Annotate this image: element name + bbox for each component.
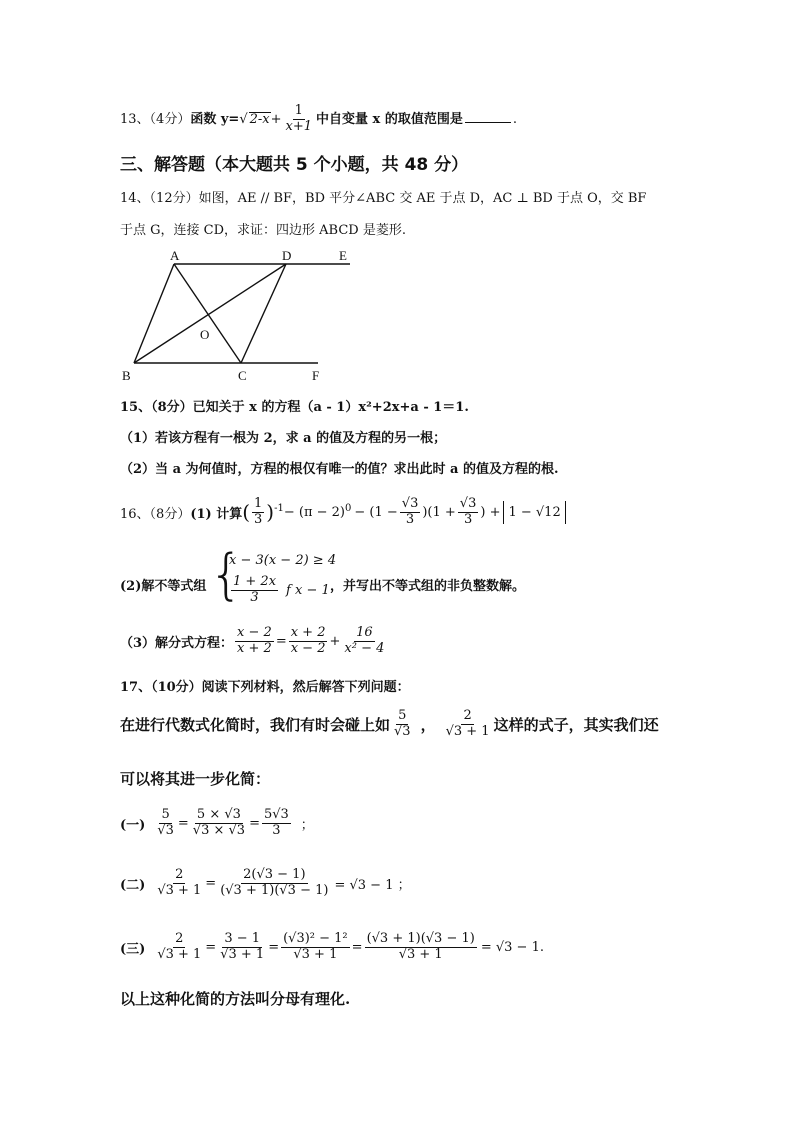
q13-line: 13、（4分）函数 y=√ 2-x+ $\frac{1}{x+1}$ 中自变量 x 的取值范围是 . <box>120 103 517 134</box>
q14-line2: 于点 G，连接 CD，求证：四边形 ABCD 是菱形. <box>120 223 406 238</box>
q17-step3: (三) $\frac{2}{√3 + 1}$ = $\frac{3 - 1}{√3 + 1}$ = $\frac{\text{(√3)² − 1²}}{√3 + 1}$ = $\frac{(√3 + 1)(√3 - 1)}{√3 + 1}$ = √3 − 1. <box>120 931 544 962</box>
q16-part1: 16、（8分） (1) 计算 ( $\frac{1}{3}$ ) $^{-1}$ − (π − 2) $^0$ − (1 − $\frac{√3}{3}$ )(1 + $\frac{√3}{3}$ ) + 1 − √12 <box>120 497 566 528</box>
q16-part2-label: (2)解不等式组 <box>120 579 207 594</box>
segment-AC <box>174 264 241 363</box>
q17-step1: (一) $\frac{5}{√3}$ = $\frac{5 \times √3}{√3 \times √3}$ = $\frac{5√3}{3}$ ； <box>120 807 314 838</box>
q14-line1: 14、（12分）如图，AE // BF，BD 平分∠ABC 交 AE 于点 D，AC ⊥ BD 于点 O，交 BF <box>120 191 647 206</box>
q17-paragraph-cont: 可以将其进一步化简： <box>120 770 271 788</box>
system-brace: { <box>209 543 244 606</box>
q16-number: 16、（8分） <box>120 506 191 522</box>
label-O: O <box>200 327 210 342</box>
label-F: F <box>312 368 320 383</box>
q16-part3: （3）解分式方程： $\frac{x - 2}{x + 2}$ = $\frac{x + 2}{x - 2}$ + $\frac{16}{\text{x² − 4}}$ <box>120 625 385 656</box>
q13-sqrt: √ 2-x <box>239 111 270 127</box>
q17-conclusion: 以上这种化简的方法叫分母有理化. <box>120 990 351 1008</box>
q15-stem: 15、（8分）已知关于 x 的方程（a - 1）x²+2x+a - 1＝1. <box>120 400 469 415</box>
absolute-value: 1 − √12 <box>503 501 565 524</box>
q13-tail: 中自变量 x 的取值范围是 <box>316 111 463 127</box>
q15-part2: （2）当 a 为何值时，方程的根仅有唯一的值？求出此时 a 的值及方程的根. <box>120 462 559 477</box>
q16-inequality-2: $\frac{1 + 2x}{3}$ f x − 1 <box>233 574 330 605</box>
section-heading: 三、解答题（本大题共 5 个小题，共 48 分） <box>120 155 469 175</box>
label-A: A <box>170 248 180 263</box>
q16-inequality-1: x − 3(x − 2) ≥ 4 <box>229 553 337 568</box>
segment-AB <box>134 264 174 363</box>
q13-fraction: $\frac{1}{x+1}$ <box>285 103 313 134</box>
q17-paragraph: 在进行代数式化简时，我们有时会碰上如 $\frac{5}{√3}$ ， $\frac{2}{√3 + 1}$ 这样的式子，其实我们还 <box>120 708 659 739</box>
label-E: E <box>339 248 347 263</box>
label-D: D <box>282 248 292 263</box>
fraction-one-third: $\frac{1}{3}$ <box>254 496 263 527</box>
q17-stem: 17、（10分）阅读下列材料，然后解答下列问题： <box>120 680 410 695</box>
rhombus-figure <box>118 246 358 386</box>
answer-blank <box>465 110 511 123</box>
label-C: C <box>238 368 247 383</box>
label-B: B <box>122 368 131 383</box>
q13-number: 13、（4分） <box>120 111 191 127</box>
q17-step2: (二) $\frac{2}{√3 + 1}$ = $\frac{2(√3 - 1)}{(√3 + 1)(√3 - 1)}$ = √3 − 1 ； <box>120 867 411 898</box>
q13-lead: 函数 y= <box>190 111 240 127</box>
q15-part1: （1）若该方程有一根为 2，求 a 的值及方程的另一根； <box>120 431 447 446</box>
q16-part2-tail: ，并写出不等式组的非负整数解。 <box>330 579 526 594</box>
